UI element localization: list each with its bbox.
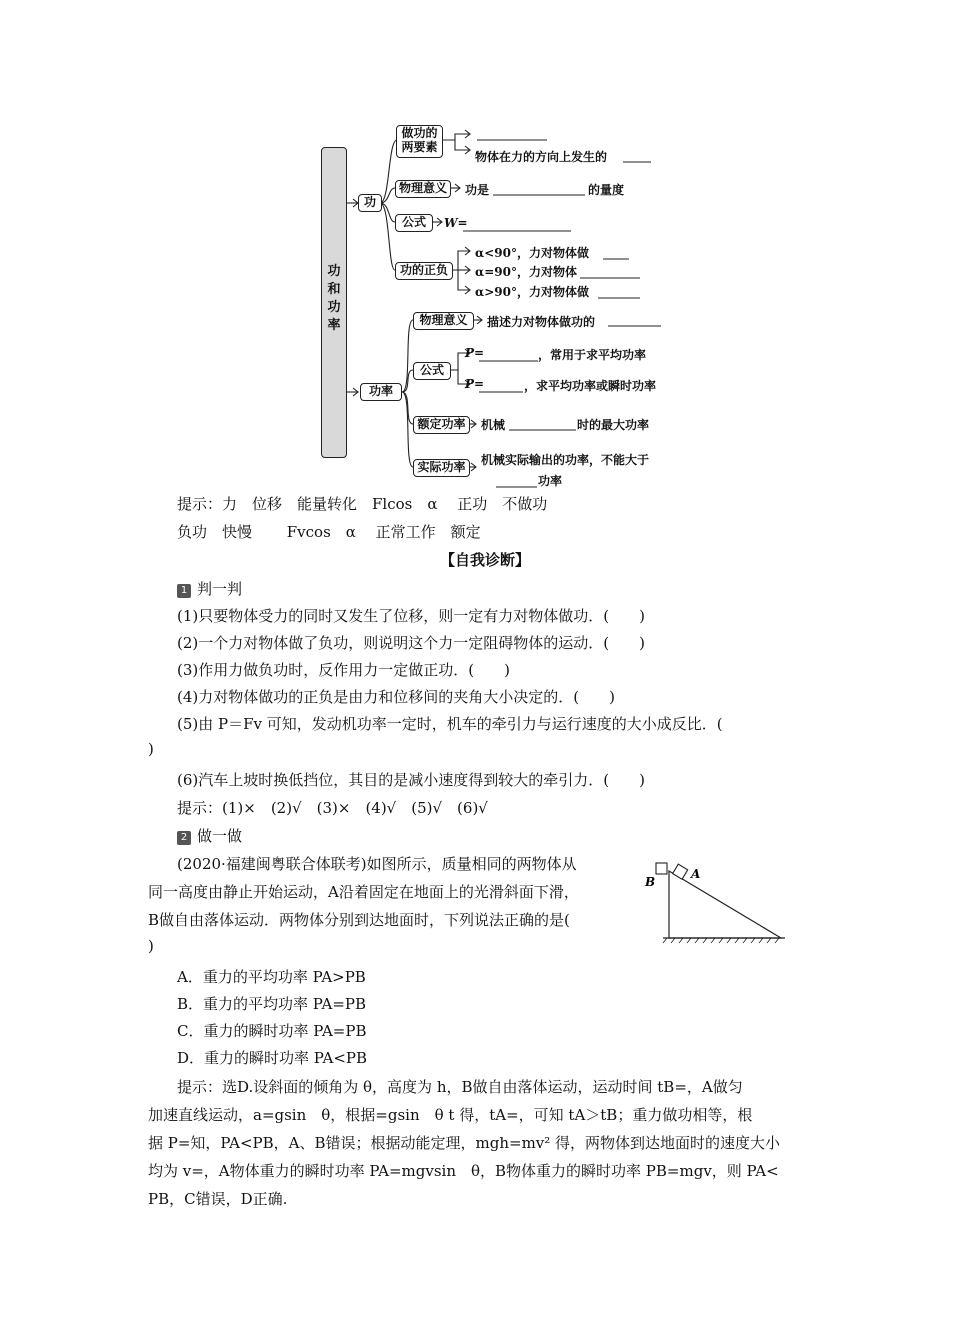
question-line-4: )	[148, 937, 154, 955]
do-header	[177, 825, 242, 846]
concept-map-lines	[0, 0, 950, 470]
root-label: 功 和 功 率	[327, 264, 341, 333]
work-meaning-text: 功是	[465, 183, 490, 197]
explanation-line-4: 均为 v=，A物体重力的瞬时功率 PA=mgvsin θ，B物体重力的瞬时功率 PB=mgv，则 PA<	[148, 1162, 779, 1180]
work-node	[358, 194, 382, 212]
judge-item-5: (5)由 P＝Fv 可知，发动机功率一定时，机车的牵引力与运行速度的大小成反比．(	[177, 715, 723, 733]
explanation-line-1: 提示：选D.设斜面的倾角为 θ，高度为 h，B做自由落体运动，运动时间 tB=，A做匀	[177, 1078, 743, 1096]
work-elements-line2: 物体在力的方向上发生的	[475, 150, 608, 164]
judge-item-6: (6)汽车上坡时换低挡位，其目的是减小速度得到较大的牵引力．( )	[177, 771, 645, 789]
option-a: A．重力的平均功率 PA>PB	[177, 968, 366, 986]
explanation-line-3: 据 P=知，PA<PB，A、B错误；根据动能定理，mgh=mv² 得，两物体到达地面时的速度大小	[148, 1134, 781, 1152]
work-sign-3: α>90°，力对物体做	[475, 285, 589, 299]
power-formula-1-suffix: ，常用于求平均功率	[538, 348, 647, 362]
power-formula-2-suffix: ，求平均功率或瞬时功率	[524, 379, 657, 393]
power-meaning-text: 描述力对物体做功的	[487, 315, 596, 329]
label-a: A	[691, 867, 701, 881]
work-formula-box: 公式	[395, 214, 433, 232]
judge-item-3: (3)作用力做负功时，反作用力一定做正功．( )	[177, 661, 510, 679]
question-line-3: B做自由落体运动．两物体分别到达地面时，下列说法正确的是(	[148, 911, 570, 929]
question-line-1: (2020·福建闽粤联合体联考)如图所示，质量相同的两物体从	[177, 855, 577, 873]
power-formula-1-prefix: P=	[465, 346, 485, 360]
judge-badge: 1	[177, 584, 191, 598]
power-node: 功率	[360, 383, 402, 401]
work-sign-2: α=90°，力对物体	[475, 265, 577, 279]
option-b: B．重力的平均功率 PA=PB	[177, 995, 367, 1013]
judge-item-1: (1)只要物体受力的同时又发生了位移，则一定有力对物体做功．( )	[177, 607, 645, 625]
judge-item-5-tail: )	[148, 740, 154, 758]
judge-item-2: (2)一个力对物体做了负功，则说明这个力一定阻碍物体的运动．( )	[177, 634, 645, 652]
work-meaning-box: 物理意义	[395, 180, 451, 198]
power-rated-prefix: 机械	[481, 418, 506, 432]
judge-answer: 提示：(1)× (2)√ (3)× (4)√ (5)√ (6)√	[177, 799, 488, 817]
power-formula-2-prefix: P=	[465, 377, 485, 391]
power-actual-1: 机械实际输出的功率，不能大于	[481, 453, 650, 467]
label-b: B	[645, 875, 656, 889]
power-meaning-box: 物理意义	[413, 312, 474, 330]
judge-header	[177, 578, 242, 599]
work-sign-1: α<90°，力对物体做	[475, 246, 589, 260]
power-actual-2: 功率	[538, 474, 563, 488]
do-badge: 2	[177, 831, 191, 845]
hint-line-1: 提示：力 位移 能量转化 Flcos α 正功 不做功	[177, 495, 548, 513]
do-title: 做一做	[197, 827, 243, 845]
power-rated-box: 额定功率	[413, 416, 470, 434]
root-node	[321, 147, 347, 458]
option-c: C．重力的瞬时功率 PA=PB	[177, 1022, 367, 1040]
work-sign-box: 功的正负	[395, 262, 453, 280]
explanation-line-5: PB，C错误，D正确.	[148, 1190, 288, 1208]
hint-line-2: 负功 快慢 Fvcos α 正常工作 额定	[177, 523, 481, 541]
question-line-2: 同一高度由静止开始运动，A沿着固定在地面上的光滑斜面下滑，	[148, 883, 579, 901]
section-title: 【自我诊断】	[439, 551, 530, 569]
work-meaning-suffix: 的量度	[588, 183, 625, 197]
power-actual-box: 实际功率	[413, 459, 470, 477]
judge-title: 判一判	[197, 580, 243, 598]
work-label: 功	[363, 195, 376, 209]
option-d: D．重力的瞬时功率 PA<PB	[177, 1049, 368, 1067]
power-formula-box: 公式	[413, 362, 451, 380]
power-rated-suffix: 时的最大功率	[577, 418, 650, 432]
work-elements-box: 做功的 两要素	[396, 125, 443, 158]
explanation-line-2: 加速直线运动，a=gsin θ，根据=gsin θ t 得，tA=，可知 tA＞tB；重力做功相等，根	[148, 1106, 753, 1124]
incline-figure	[645, 858, 795, 948]
work-formula-text: W=	[444, 216, 468, 230]
judge-item-4: (4)力对物体做功的正负是由力和位移间的夹角大小决定的．( )	[177, 688, 615, 706]
